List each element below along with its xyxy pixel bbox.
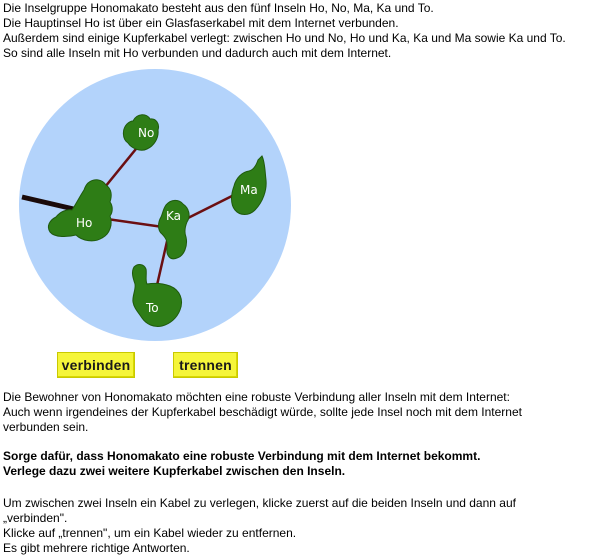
info-line-1: Die Bewohner von Honomakato möchten eine robuste Verbindung aller Inseln mit dem Internet:: [3, 390, 510, 404]
intro-line-2: Die Hauptinsel Ho ist über ein Glasfaserkabel mit dem Internet verbunden.: [3, 16, 399, 30]
task-text: [3, 449, 591, 479]
island-label-ma: Ma: [240, 183, 258, 197]
info-text: [3, 390, 591, 435]
island-label-ho: Ho: [76, 216, 93, 230]
cut-button[interactable]: trennen: [173, 352, 238, 378]
island-label-no: No: [138, 126, 155, 140]
island-label-ka: Ka: [166, 209, 182, 223]
instructions-text: [3, 496, 591, 556]
instructions-line-3: Klicke auf „trennen", um ein Kabel wieder zu entfernen.: [3, 526, 297, 540]
intro-line-3: Außerdem sind einige Kupferkabel verlegt: zwischen Ho und No, Ho und Ka, Ka und Ma sowie Ka und To.: [3, 31, 566, 45]
connect-button[interactable]: verbinden: [57, 352, 135, 378]
island-map: [0, 62, 300, 348]
info-line-3: verbunden sein.: [3, 420, 89, 434]
instructions-line-1: Um zwischen zwei Inseln ein Kabel zu verlegen, klicke zuerst auf die beiden Inseln und dann auf: [3, 496, 516, 510]
info-line-2: Auch wenn irgendeines der Kupferkabel beschädigt würde, sollte jede Insel noch mit dem Internet: [3, 405, 522, 419]
task-line-2: Verlege dazu zwei weitere Kupferkabel zwischen den Inseln.: [3, 464, 346, 478]
intro-line-4: So sind alle Inseln mit Ho verbunden und dadurch auch mit dem Internet.: [3, 46, 392, 60]
instructions-line-4: Es gibt mehrere richtige Antworten.: [3, 541, 190, 555]
intro-line-1: Die Inselgruppe Honomakato besteht aus den fünf Inseln Ho, No, Ma, Ka und To.: [3, 1, 434, 15]
task-line-1: Sorge dafür, dass Honomakato eine robuste Verbindung mit dem Internet bekommt.: [3, 449, 481, 463]
instructions-line-2: „verbinden".: [3, 511, 68, 525]
intro-text: [3, 1, 591, 61]
island-label-to: To: [146, 301, 159, 315]
